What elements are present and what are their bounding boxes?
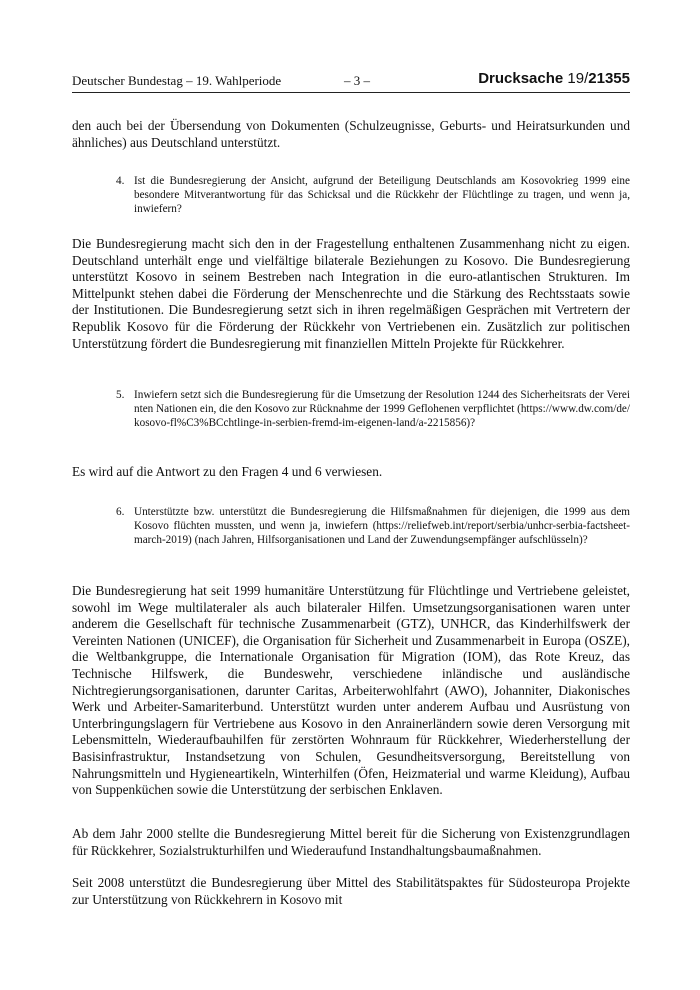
answer-5: Es wird auf die Antwort zu den Fragen 4 und 6 verwiesen. (72, 464, 383, 479)
drucksache-label: Drucksache (478, 70, 564, 87)
answer-6-paragraph-1: Die Bundesregierung hat seit 1999 humanitäre Unterstützung für Flüchtlinge und Vertriebene geleistet, sowohl im Wege multilateraler als auch bilateraler Hilfen. Umsetzungsorganisationen waren unter anderem die Gesellschaft für technische Zusammenarbeit (GTZ), UNHCR, das Kinderhilfswerk der Vereinten Nationen (UNICEF), die Organisation für Sicherheit und Zusammenarbeit in Europa (OSZE), die Weltbankgruppe, die Internationale Organisation für Migration (IOM), das Rote Kreuz, das Technische Hilfswerk, die Bundeswehr, verschiedene inländische und ausländische Nichtregierungsorganisationen, darunter Caritas, Arbeiterwohlfahrt (AWO), Johanniter, Diakonisches Werk und Arbeiter-Samariterbund. Unterstützt wurden unter anderem Aufbau und Ausrüstung von Unterbringungslagern für Vertriebene aus Kosovo in den Anrainerländern sowie deren Versorgung mit Lebensmitteln, Wiederaufbauhilfen für zerstörten Wohnraum für Rückkehrer, Wiederherstellung der Basisinfrastruktur, Instandsetzung von Schulen, Gesundheitsversorgung, Bereitstellung von Nahrungsmitteln und Hygieneartikeln, Winterhilfen (Öfen, Heizmaterial und warme Kleidung), Aufbau von Suppenküchen sowie die Unterstützung der serbischen Enklaven. (72, 583, 630, 798)
question-6 (116, 506, 630, 548)
question-number: 4. (116, 175, 125, 187)
question-text: Ist die Bundesregierung der Ansicht, aufgrund der Beteiligung Deutschlands am Kosovokrieg 1999 eine besondere Mitverantwortung für das Schicksal und die Rückkehr der Flüchtlinge zu tragen, und wenn ja, inwiefern? (134, 175, 630, 215)
answer-4: Die Bundesregierung macht sich den in der Fragestellung enthaltenen Zusammenhang nicht zu eigen. Deutschland unterhält enge und vielfältige bilaterale Beziehungen zu Kosovo. Die Bundesregierung unterstützt Kosovo in seinem Bestreben nach Integration in die euro-atlantischen Strukturen. Im Mittelpunkt stehen dabei die Förderung der Menschenrechte und die Stärkung des Rechtsstaats sowie der Institutionen. Die Bundesregierung setzt sich in ihren regelmäßigen Gesprächen mit Vertretern der Republik Kosovo für die Förderung der Rückkehr von Vertriebenen ein. Zusätzlich zur politischen Unterstützung fördert die Bundesregierung mit finanziellen Mitteln Projekte für Rückkehrer. (72, 236, 630, 351)
question-number: 6. (116, 506, 125, 518)
header-rule (72, 92, 630, 93)
header-periode: Deutscher Bundestag – 19. Wahlperiode (72, 73, 282, 88)
question-text: Inwiefern setzt sich die Bundesregierung für die Umsetzung der Resolution 1244 des Sicherheitsrats der Vereinten Nationen ein, die den Kosovo zur Rücknahme der 1999 Geflohenen verpflichtet (https://www.dw.com/de/kosovo-fl%C3%BCchtlinge-in-serbien-fremd-im-eigenen-land/a-2215856)? (134, 389, 630, 429)
question-4 (116, 175, 630, 217)
drucksache-prefix: 19/ (567, 70, 589, 87)
drucksache-number (478, 70, 630, 87)
page-number: – 3 – (344, 73, 370, 88)
question-number: 5. (116, 389, 125, 401)
answer-6-paragraph-3: Seit 2008 unterstützt die Bundesregierung über Mittel des Stabilitätspaktes für Südosteuropa Projekte zur Unterstützung von Rückkehrern in Kosovo mit (72, 875, 630, 907)
answer-6-paragraph-2: Ab dem Jahr 2000 stellte die Bundesregierung Mittel bereit für die Sicherung von Existenzgrundlagen für Rückkehrer, Sozialstrukturhilfen und Wiederaufund Instandhaltungsbaumaßnahmen. (72, 826, 630, 858)
page-header (72, 71, 630, 91)
intro-paragraph: den auch bei der Übersendung von Dokumenten (Schulzeugnisse, Geburts- und Heiratsurkunden und ähnliches) aus Deutschland unterstützt. (72, 118, 630, 150)
question-5 (116, 389, 630, 431)
question-text: Unterstützte bzw. unterstützt die Bundesregierung die Hilfsmaßnahmen für diejenigen, die 1999 aus dem Kosovo flüchten mussten, und wenn ja, inwiefern (https://reliefweb.int/report/serbia/unhcr-serbia-factsheet-march-2019) (nach Jahren, Hilfsorganisationen und Land der Zuwendungsempfänger aufschlüsseln)? (134, 506, 630, 546)
drucksache-id: 21355 (588, 70, 630, 87)
